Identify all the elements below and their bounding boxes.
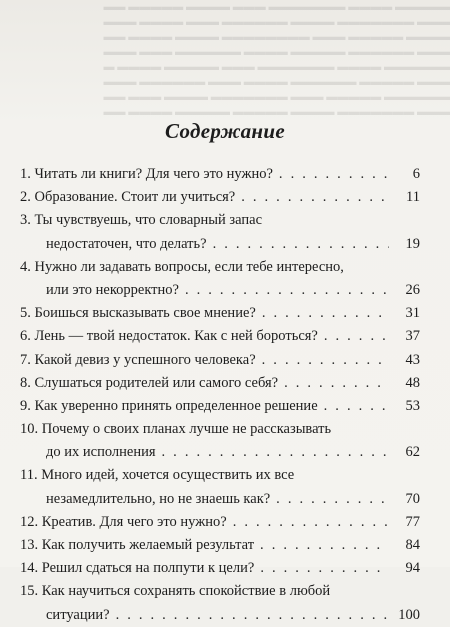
toc-dot-leader: [233, 511, 389, 534]
toc-entry[interactable]: [20, 580, 420, 626]
toc-entry-line: [20, 186, 420, 209]
toc-entry-title: 7. Какой девиз у успешного человека?: [20, 351, 256, 368]
toc-dot-leader: [162, 441, 389, 464]
toc-dot-leader: [213, 233, 389, 256]
toc-entry-line: [20, 302, 420, 325]
toc-entry[interactable]: [20, 557, 420, 580]
toc-dot-leader: [262, 302, 389, 325]
toc-entry-line: [20, 534, 420, 557]
toc-entry-line: [20, 464, 420, 487]
toc-page-number: 100: [398, 606, 420, 623]
toc-page-number: 62: [405, 444, 420, 461]
toc-title: Содержание: [165, 119, 285, 143]
toc-page-number: 11: [406, 189, 420, 206]
toc-entry-title: или это некорректно?: [46, 281, 179, 298]
toc-entry-line: [20, 557, 420, 580]
toc-entry[interactable]: [20, 186, 420, 209]
toc-entry-title: 2. Образование. Стоит ли учиться?: [20, 189, 236, 206]
toc-page-number: 6: [412, 166, 420, 182]
toc-entry[interactable]: [20, 209, 420, 255]
toc-entry[interactable]: [20, 163, 420, 186]
toc-entry[interactable]: [20, 256, 420, 302]
toc-dot-leader: [241, 186, 389, 209]
toc-dot-leader: [260, 557, 389, 580]
toc-entry-line: [20, 511, 420, 534]
toc-entry[interactable]: [20, 395, 420, 418]
toc-dot-leader: [284, 372, 389, 395]
toc-dot-leader: [185, 279, 389, 302]
toc-page-number: 19: [405, 235, 420, 252]
toc-dot-leader: [116, 604, 389, 627]
toc-entry[interactable]: [20, 302, 420, 325]
toc-entry-title: 9. Как уверенно принять определенное решение: [20, 397, 318, 414]
toc-entry-title: 10. Почему о своих планах лучше не рассказывать: [20, 421, 332, 438]
toc-entry-line: [20, 441, 420, 464]
toc-page-number: 31: [405, 305, 420, 322]
toc-entry[interactable]: [20, 325, 420, 348]
toc-entry-line: [20, 395, 420, 418]
toc-entry[interactable]: [20, 418, 420, 464]
toc-entry-title: 3. Ты чувствуешь, что словарный запас: [20, 212, 263, 229]
toc-entry-line: [20, 233, 420, 256]
toc-entry-title: 6. Лень — твой недостаток. Как с ней бороться?: [20, 328, 318, 345]
toc-entry-line: [20, 279, 420, 302]
toc-page-number: 37: [405, 328, 420, 345]
bleed-through-text: ▬▬▬▬▬ ▬▬▬▬ ▬▬▬▬▬▬▬ ▬▬▬ ▬▬▬▬ ▬▬▬▬▬ ▬▬ ▬▬▬ ▬▬▬▬▬▬▬ ▬▬▬▬ ▬▬▬▬▬▬ ▬▬▬ ▬▬▬▬ ▬▬▬ ▬▬▬▬ ▬▬▬▬▬ ▬▬▬ ▬▬▬▬▬▬▬▬ ▬▬▬▬ ▬▬▬▬ ▬▬ ▬▬▬ ▬▬▬▬▬▬ ▬▬▬▬▬ ▬▬▬▬ ▬▬▬▬▬▬ ▬▬▬ ▬▬▬ ▬▬▬▬▬▬ ▬▬▬▬ ▬▬▬▬▬▬▬ ▬▬▬ ▬▬▬▬▬ ▬▬▬▬ ▬ ▬▬▬ ▬▬▬▬▬ ▬▬▬▬▬▬ ▬▬▬▬ ▬▬▬ ▬▬▬▬▬▬ ▬▬▬ ▬▬▬▬▬▬ ▬▬▬▬▬ ▬▬▬ ▬▬▬▬▬▬▬ ▬▬▬▬ ▬▬▬ ▬▬ ▬▬▬ ▬▬▬▬▬▬▬ ▬▬▬▬ ▬▬▬▬▬ ▬▬▬▬▬ ▬▬▬▬ ▬▬: [103, 1, 450, 118]
toc-entry-line: [20, 349, 420, 372]
toc-entry-line: [20, 604, 420, 627]
toc-entry-title: 4. Нужно ли задавать вопросы, если тебе интересно,: [20, 258, 344, 275]
toc-entry-line: [20, 256, 420, 279]
toc-entry-title: недостаточен, что делать?: [46, 235, 207, 252]
toc-entry-line: [20, 488, 420, 511]
toc-entry-title: 12. Креатив. Для чего это нужно?: [20, 513, 227, 530]
toc-entry-line: [20, 418, 420, 441]
toc-entry-line: [20, 325, 420, 348]
toc-entry[interactable]: [20, 372, 420, 395]
toc-entry-title: 11. Много идей, хочется осуществить их все: [20, 467, 295, 484]
toc-page-number: 84: [405, 537, 420, 553]
toc-entry[interactable]: [20, 349, 420, 372]
toc-entry-title: 15. Как научиться сохранять спокойствие в любой: [20, 583, 331, 600]
toc-entry-line: [20, 209, 420, 232]
toc-page-number: 48: [405, 374, 420, 391]
toc-entry-title: 14. Решил сдаться на полпути к цели?: [20, 560, 255, 577]
toc-entry-line: [20, 372, 420, 395]
toc-entry-title: до их исполнения: [46, 444, 156, 461]
toc-entry-line: [20, 580, 420, 603]
toc-dot-leader: [260, 534, 389, 557]
toc-entry[interactable]: [20, 534, 420, 557]
toc-page-number: 53: [405, 397, 420, 414]
toc-entry-title: ситуации?: [46, 606, 110, 623]
toc-entry[interactable]: [20, 511, 420, 534]
toc-dot-leader: [262, 349, 389, 372]
toc-entry-line: [20, 163, 420, 186]
table-of-contents: [20, 163, 420, 627]
toc-page-number: 94: [405, 560, 420, 577]
toc-page-number: 77: [405, 513, 420, 530]
toc-entry-title: 5. Боишься высказывать свое мнение?: [20, 305, 256, 322]
toc-dot-leader: [276, 488, 389, 511]
toc-dot-leader: [324, 325, 389, 348]
toc-entry-title: 8. Слушаться родителей или самого себя?: [20, 374, 279, 391]
toc-entry-title: незамедлительно, но не знаешь как?: [46, 490, 271, 507]
toc-entry-title: 13. Как получить желаемый результат: [20, 537, 255, 553]
toc-entry[interactable]: [20, 464, 420, 510]
toc-page-number: 70: [405, 490, 420, 507]
toc-dot-leader: [324, 395, 389, 418]
toc-page-number: 43: [405, 351, 420, 368]
toc-entry-title: 1. Читать ли книги? Для чего это нужно?: [20, 166, 273, 182]
toc-dot-leader: [279, 163, 389, 186]
toc-page-number: 26: [405, 281, 420, 298]
